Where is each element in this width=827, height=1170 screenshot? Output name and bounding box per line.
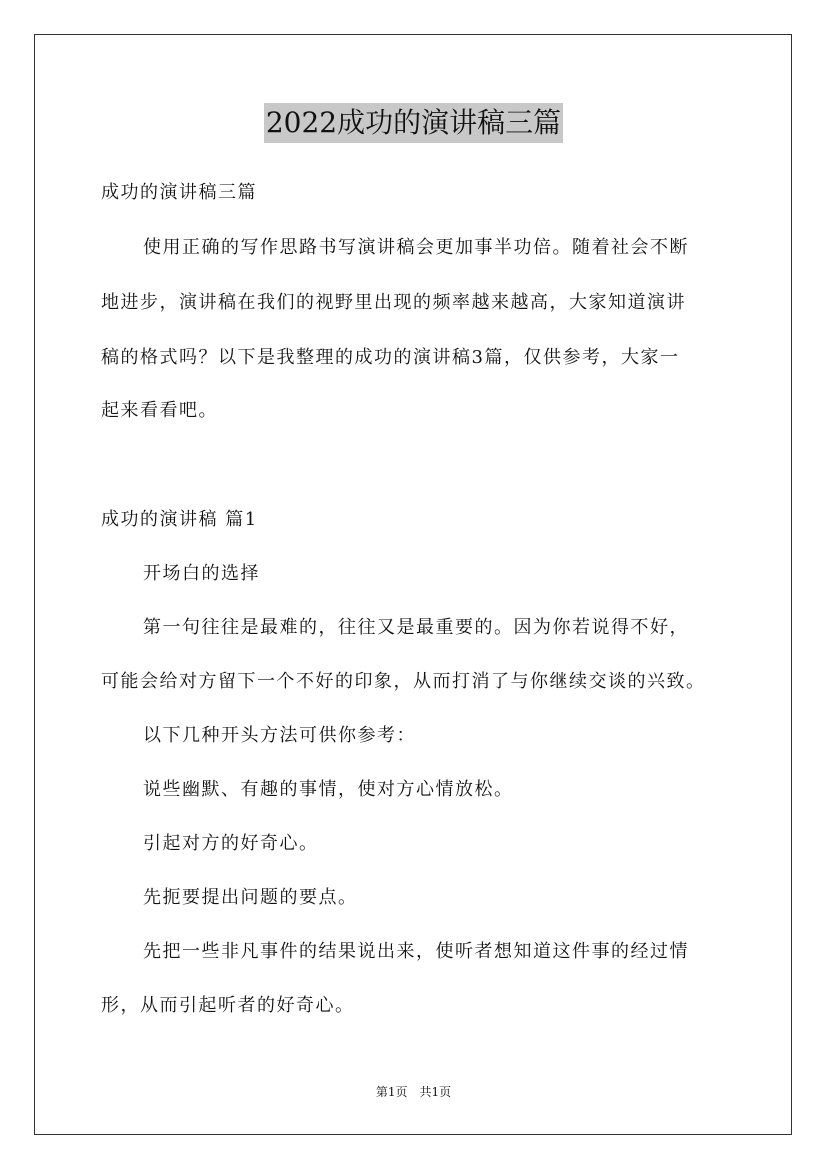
- section-1-line-7: 先扼要提出问题的要点。: [143, 887, 358, 908]
- section-1-line-5: 说些幽默、有趣的事情，使对方心情放松。: [143, 779, 514, 800]
- intro-line-1: 使用正确的写作思路书写演讲稿会更加事半功倍。随着社会不断: [143, 237, 689, 258]
- section-1-heading: 成功的演讲稿 篇1: [101, 509, 258, 530]
- document-title: 2022成功的演讲稿三篇: [264, 103, 563, 143]
- title-container: [0, 103, 827, 143]
- document-subtitle: 成功的演讲稿三篇: [101, 182, 257, 203]
- intro-line-4: 起来看看吧。: [101, 400, 218, 421]
- section-1-line-3: 可能会给对方留下一个不好的印象，从而打消了与你继续交谈的兴致。: [101, 671, 706, 692]
- section-1-line-9: 形，从而引起听者的好奇心。: [101, 995, 355, 1016]
- section-1-line-1: 开场白的选择: [143, 563, 260, 584]
- section-1-line-8: 先把一些非凡事件的结果说出来，使听者想知道这件事的经过情: [143, 941, 689, 962]
- intro-line-2: 地进步，演讲稿在我们的视野里出现的频率越来越高，大家知道演讲: [101, 292, 686, 313]
- section-1-line-4: 以下几种开头方法可供你参考：: [143, 725, 416, 746]
- page-footer: 第1页 共1页: [375, 1085, 452, 1099]
- section-1-line-6: 引起对方的好奇心。: [143, 833, 319, 854]
- intro-line-3: 稿的格式吗？以下是我整理的成功的演讲稿3篇，仅供参考，大家一: [101, 347, 680, 368]
- section-1-line-2: 第一句往往是最难的，往往又是最重要的。因为你若说得不好，: [143, 617, 689, 638]
